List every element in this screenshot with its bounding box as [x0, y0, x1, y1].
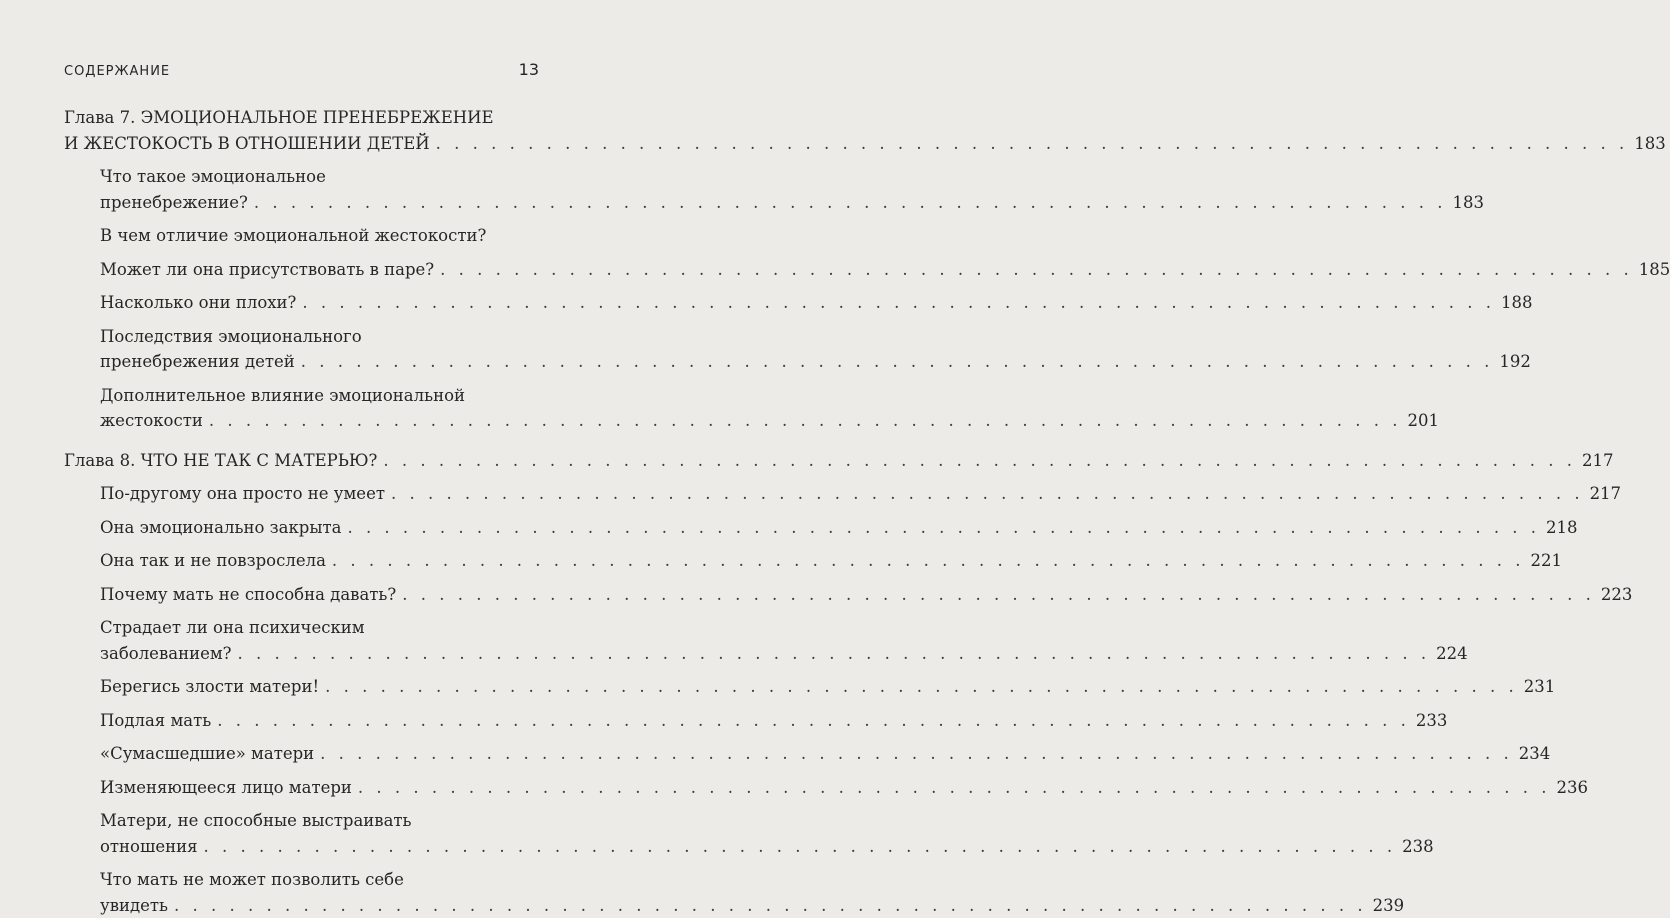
toc-page-number: 239 — [1373, 893, 1405, 918]
dot-leader: . . . . . . . . . . . . . . . . . . . . . . . . . . . . . . . . . . . . . . . . . . . . . . . . . . . . . . . . . . . . . . . . . — [204, 834, 1397, 860]
toc-entry — [64, 582, 537, 608]
toc-line-text: Матери, не способные выстраивать — [100, 808, 537, 834]
toc-line-text: Глава 8. ЧТО НЕ ТАК С МАТЕРЬЮ? — [64, 448, 377, 474]
page-number: 13 — [519, 60, 539, 79]
toc-page-number: 188 — [1501, 290, 1533, 316]
toc-line — [100, 223, 537, 249]
toc-entry — [64, 290, 537, 316]
toc-line-text: Дополнительное влияние эмоциональной — [100, 383, 537, 409]
dot-leader: . . . . . . . . . . . . . . . . . . . . . . . . . . . . . . . . . . . . . . . . . . . . . . . . . . . . . . . . . . . . . . . . . — [217, 708, 1410, 734]
toc-entry — [64, 775, 537, 801]
dot-leader: . . . . . . . . . . . . . . . . . . . . . . . . . . . . . . . . . . . . . . . . . . . . . . . . . . . . . . . . . . . . . . . . . — [391, 481, 1584, 507]
toc-page-number: 224 — [1436, 641, 1468, 667]
toc-page-number: 231 — [1524, 674, 1556, 700]
toc-line — [64, 448, 537, 474]
toc-line — [100, 481, 537, 507]
toc-line — [100, 408, 537, 434]
dot-leader: . . . . . . . . . . . . . . . . . . . . . . . . . . . . . . . . . . . . . . . . . . . . . . . . . . . . . . . . . . . . . . . . . — [238, 641, 1431, 667]
dot-leader: . . . . . . . . . . . . . . . . . . . . . . . . . . . . . . . . . . . . . . . . . . . . . . . . . . . . . . . . . . . . . . . . . — [254, 190, 1447, 216]
toc-chapter — [64, 448, 537, 474]
toc-page-number: 236 — [1557, 775, 1589, 801]
toc-entry — [64, 741, 537, 767]
dot-leader: . . . . . . . . . . . . . . . . . . . . . . . . . . . . . . . . . . . . . . . . . . . . . . . . . . . . . . . . . . . . . . . . . — [174, 893, 1367, 918]
dot-leader: . . . . . . . . . . . . . . . . . . . . . . . . . . . . . . . . . . . . . . . . . . . . . . . . . . . . . . . . . . . . . . . . . — [302, 290, 1495, 316]
toc-line — [100, 190, 537, 216]
dot-leader: . . . . . . . . . . . . . . . . . . . . . . . . . . . . . . . . . . . . . . . . . . . . . . . . . . . . . . . . . . . . . . . . . — [358, 775, 1551, 801]
toc-line — [100, 582, 537, 608]
toc-entry — [64, 808, 537, 859]
toc-line-text: заболеванием? — [100, 641, 232, 667]
toc-page-number: 183 — [1453, 190, 1485, 216]
dot-leader: . . . . . . . . . . . . . . . . . . . . . . . . . . . . . . . . . . . . . . . . . . . . . . . . . . . . . . . . . . . . . . . . . — [332, 548, 1525, 574]
toc-entry — [64, 223, 537, 249]
toc-page-number: 217 — [1590, 481, 1622, 507]
toc-line — [100, 349, 537, 375]
toc-line-text: Изменяющееся лицо матери — [100, 775, 352, 801]
toc-line-text: Последствия эмоционального — [100, 324, 537, 350]
toc-entry — [64, 548, 537, 574]
toc-line-text: Что мать не может позволить себе — [100, 867, 537, 893]
toc-line-text: пренебрежения детей — [100, 349, 295, 375]
toc-line — [100, 893, 537, 918]
toc-page-number: 221 — [1531, 548, 1563, 574]
toc-entry — [64, 674, 537, 700]
toc-entry — [64, 867, 537, 918]
toc-line — [100, 548, 537, 574]
toc-line — [100, 741, 537, 767]
toc-chapter — [64, 105, 537, 156]
toc-line-text: отношения — [100, 834, 198, 860]
toc-entry — [64, 324, 537, 375]
toc-line — [100, 515, 537, 541]
toc-page-number: 217 — [1582, 448, 1614, 474]
toc-entry — [64, 708, 537, 734]
toc-line-text: Берегись злости матери! — [100, 674, 319, 700]
toc-line — [100, 290, 537, 316]
toc-page-number: 183 — [1634, 131, 1666, 157]
toc-page-number: 218 — [1546, 515, 1578, 541]
toc-entry — [64, 515, 537, 541]
dot-leader: . . . . . . . . . . . . . . . . . . . . . . . . . . . . . . . . . . . . . . . . . . . . . . . . . . . . . . . . . . . . . . . . . — [440, 257, 1633, 283]
toc-page-number: 185 — [1639, 257, 1670, 283]
dot-leader: . . . . . . . . . . . . . . . . . . . . . . . . . . . . . . . . . . . . . . . . . . . . . . . . . . . . . . . . . . . . . . . . . — [402, 582, 1595, 608]
toc-line-text: Почему мать не способна давать? — [100, 582, 396, 608]
toc-entry — [64, 164, 537, 215]
toc-line-text: жестокости — [100, 408, 203, 434]
toc-entry — [64, 257, 537, 283]
dot-leader: . . . . . . . . . . . . . . . . . . . . . . . . . . . . . . . . . . . . . . . . . . . . . . . . . . . . . . . . . . . . . . . . . — [325, 674, 1518, 700]
toc-line-text: По-другому она просто не умеет — [100, 481, 385, 507]
toc-page-number: 233 — [1416, 708, 1448, 734]
toc-line-text: Подлая мать — [100, 708, 211, 734]
toc-entry — [64, 615, 537, 666]
dot-leader: . . . . . . . . . . . . . . . . . . . . . . . . . . . . . . . . . . . . . . . . . . . . . . . . . . . . . . . . . . . . . . . . . — [209, 408, 1402, 434]
toc-line — [100, 708, 537, 734]
toc-line-text: В чем отличие эмоциональной жестокости? — [100, 223, 486, 249]
dot-leader: . . . . . . . . . . . . . . . . . . . . . . . . . . . . . . . . . . . . . . . . . . . . . . . . . . . . . . . . . . . . . . . . . — [320, 741, 1513, 767]
toc-line-text: увидеть — [100, 893, 168, 918]
toc-line — [64, 131, 537, 157]
toc-page-number: 223 — [1601, 582, 1633, 608]
toc-entry — [64, 481, 537, 507]
toc-page-number: 238 — [1402, 834, 1434, 860]
dot-leader: . . . . . . . . . . . . . . . . . . . . . . . . . . . . . . . . . . . . . . . . . . . . . . . . . . . . . . . . . . . . . . . . . — [301, 349, 1494, 375]
toc-line — [100, 257, 537, 283]
dot-leader: . . . . . . . . . . . . . . . . . . . . . . . . . . . . . . . . . . . . . . . . . . . . . . . . . . . . . . . . . . . . . . . . . — [436, 131, 1629, 157]
toc-line-text: И ЖЕСТОКОСТЬ В ОТНОШЕНИИ ДЕТЕЙ — [64, 131, 430, 157]
toc-line-text: Страдает ли она психическим — [100, 615, 537, 641]
toc-page-number: 234 — [1519, 741, 1551, 767]
toc-line-text: Глава 7. ЭМОЦИОНАЛЬНОЕ ПРЕНЕБРЕЖЕНИЕ — [64, 105, 537, 131]
toc-line — [100, 834, 537, 860]
toc-line — [100, 775, 537, 801]
dot-leader: . . . . . . . . . . . . . . . . . . . . . . . . . . . . . . . . . . . . . . . . . . . . . . . . . . . . . . . . . . . . . . . . . — [347, 515, 1540, 541]
running-title: СОДЕРЖАНИЕ — [64, 64, 170, 79]
toc-line — [100, 674, 537, 700]
toc-page-number: 201 — [1407, 408, 1439, 434]
toc-page-number: 192 — [1499, 349, 1531, 375]
toc-entry — [64, 383, 537, 434]
table-of-contents — [64, 105, 537, 918]
running-header — [64, 60, 539, 79]
toc-line-text: Что такое эмоциональное — [100, 164, 537, 190]
toc-line-text: Насколько они плохи? — [100, 290, 296, 316]
toc-line-text: Может ли она присутствовать в паре? — [100, 257, 434, 283]
toc-line-text: «Сумасшедшие» матери — [100, 741, 314, 767]
toc-line-text: пренебрежение? — [100, 190, 248, 216]
toc-line — [100, 641, 537, 667]
toc-line-text: Она эмоционально закрыта — [100, 515, 341, 541]
toc-line-text: Она так и не повзрослела — [100, 548, 326, 574]
dot-leader: . . . . . . . . . . . . . . . . . . . . . . . . . . . . . . . . . . . . . . . . . . . . . . . . . . . . . . . . . . . . . . . . . — [383, 448, 1576, 474]
